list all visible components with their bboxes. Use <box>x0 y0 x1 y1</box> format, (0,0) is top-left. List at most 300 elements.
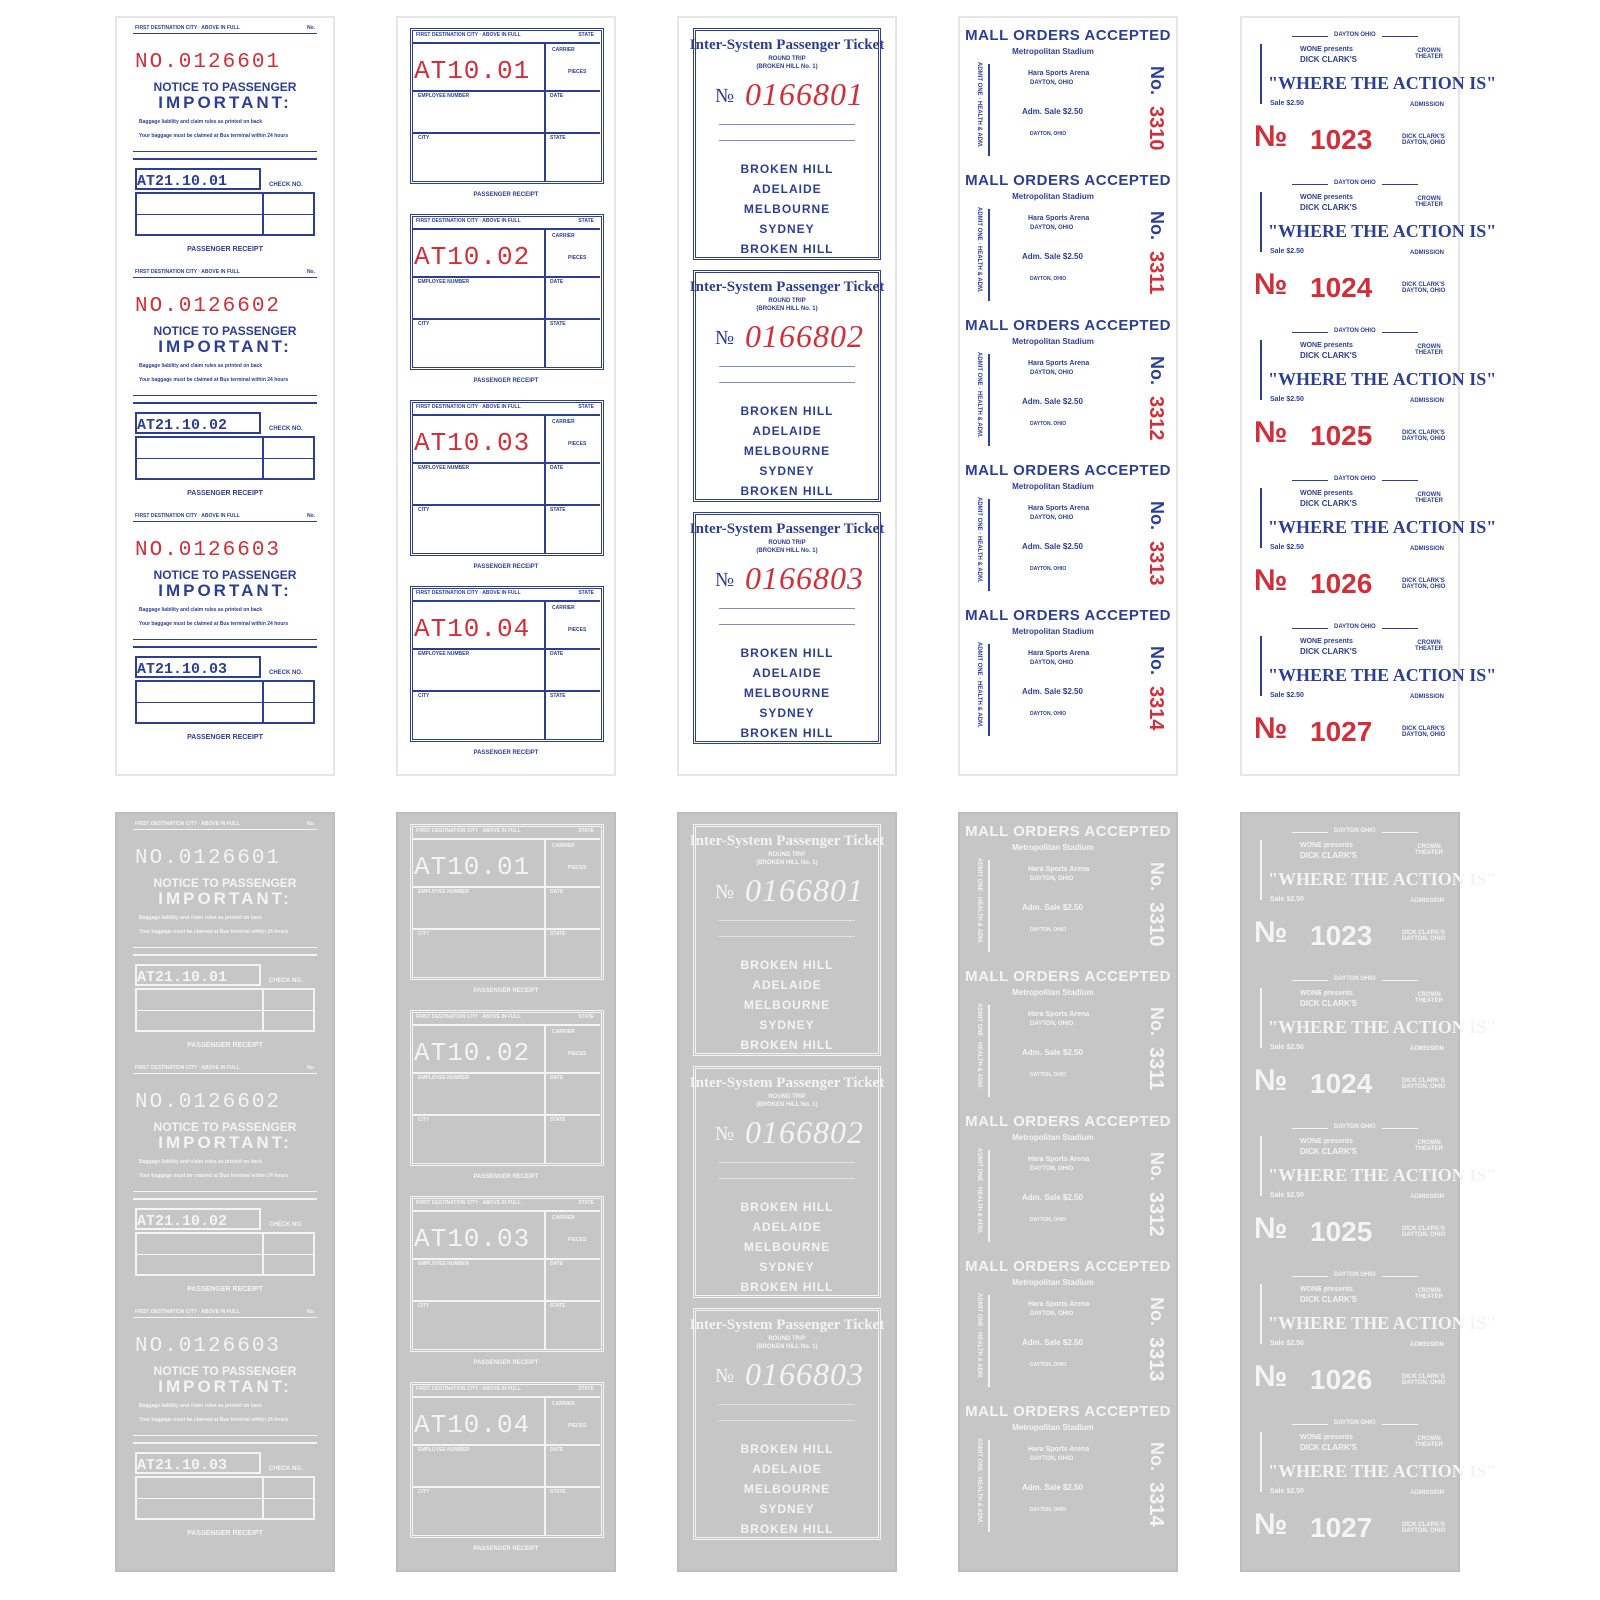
state-label: STATE <box>550 931 566 937</box>
admission-text: ADMISSION <box>1410 102 1445 108</box>
destination-city: MELBOURNE <box>743 998 831 1012</box>
presents-text: WONE presents <box>1300 990 1353 997</box>
important-label: IMPORTANT: <box>158 1133 292 1152</box>
ticket-header-state: STATE <box>578 590 594 596</box>
ticket-subtitle: ROUND TRIP <box>768 1094 806 1100</box>
presents-text: WONE presents <box>1300 342 1353 349</box>
date-label: DATE <box>550 889 564 895</box>
show-headline: "WHERE THE ACTION IS" <box>1268 1165 1497 1185</box>
admission-text: ADMISSION <box>1410 546 1445 552</box>
city-label: CITY <box>418 321 430 327</box>
divider <box>412 1300 600 1302</box>
notice-label: NOTICE TO PASSENGER <box>153 568 297 582</box>
number-label: № <box>715 1123 735 1145</box>
ticket-header-state: STATE <box>578 1014 594 1020</box>
ticket-top-line: DAYTON OHIO <box>1334 624 1376 630</box>
divider <box>135 702 315 703</box>
passenger-ticket <box>679 512 895 748</box>
number-label: No. <box>1147 66 1167 95</box>
number-label: № <box>1254 1212 1288 1245</box>
receipt-box <box>135 964 261 986</box>
divider <box>1292 332 1328 333</box>
ticket-heading: MALL ORDERS ACCEPTED <box>965 968 1171 985</box>
divider <box>1260 636 1262 696</box>
ticket-header-state: STATE <box>578 1200 594 1206</box>
receipt-number: AT21.10.03 <box>137 1457 228 1474</box>
ticket-top-line: DAYTON OHIO <box>1334 828 1376 834</box>
show-headline: "WHERE THE ACTION IS" <box>1268 869 1497 889</box>
carrier-label: CARRIER <box>552 843 575 849</box>
state-label: STATE <box>550 1489 566 1495</box>
ticket-title: Inter-System Passenger Ticket <box>689 1317 885 1333</box>
divider <box>1292 1128 1328 1129</box>
ticket-footer: DICK CLARK'S DAYTON, OHIO <box>1402 726 1446 738</box>
divider <box>544 600 546 740</box>
divider <box>1382 1128 1418 1129</box>
ticket-number: NO.0126602 <box>135 1091 282 1114</box>
divider <box>412 132 600 134</box>
receipt-number: AT21.10.01 <box>137 173 228 190</box>
show-headline: "WHERE THE ACTION IS" <box>1268 1017 1497 1037</box>
ticket-header-no: No. <box>306 1309 315 1315</box>
ticket-header-text: FIRST DESTINATION CITY · ABOVE IN FULL <box>416 1014 521 1020</box>
ticket-header-text: FIRST DESTINATION CITY · ABOVE IN FULL <box>416 828 521 834</box>
notice-bullet: Your baggage must be claimed at Bus terminal within 24 hours <box>139 621 289 627</box>
arena-name: Hara Sports Arena <box>1028 505 1090 512</box>
theater-name: CROWN THEATER <box>1415 844 1443 856</box>
notice-label: NOTICE TO PASSENGER <box>153 324 297 338</box>
price-text: Adm. Sale $2.50 <box>1022 252 1083 261</box>
baggage-ticket <box>117 514 333 754</box>
divider <box>1260 840 1262 900</box>
divider <box>133 646 317 648</box>
number-label: No. <box>1147 862 1167 891</box>
notice-bullet: Baggage liability and claim rules as printed on back <box>139 363 263 369</box>
fine-print: DAYTON, OHIO <box>1030 927 1067 933</box>
admission-text: ADMISSION <box>1410 1342 1445 1348</box>
ticket-top-line: DAYTON OHIO <box>1334 328 1376 334</box>
divider <box>988 1005 990 1097</box>
divider <box>412 228 600 230</box>
divider <box>1292 628 1328 629</box>
performer-name: DICK CLARK'S <box>1300 203 1358 212</box>
ticket-header-text: FIRST DESTINATION CITY · ABOVE IN FULL <box>135 821 240 827</box>
ticket-number: 1027 <box>1310 716 1373 747</box>
notice-bullet: Baggage liability and claim rules as printed on back <box>139 119 263 125</box>
ticket-heading: MALL ORDERS ACCEPTED <box>965 1258 1171 1275</box>
ticket-top-line: DAYTON OHIO <box>1334 32 1376 38</box>
pieces-label: PIECES <box>568 1237 587 1243</box>
at-ticket <box>398 400 614 582</box>
show-headline: "WHERE THE ACTION IS" <box>1268 1313 1497 1333</box>
dotted-line <box>719 1178 855 1179</box>
divider <box>1292 832 1328 833</box>
dotted-line <box>719 1162 855 1163</box>
divider <box>412 276 600 278</box>
ticket-top-line: DAYTON OHIO <box>1334 180 1376 186</box>
ticket-top-line: DAYTON OHIO <box>1334 976 1376 982</box>
show-ticket <box>1242 974 1497 1118</box>
pieces-label: PIECES <box>568 1423 587 1429</box>
divider <box>412 690 600 692</box>
destination-city: BROKEN HILL <box>740 1442 834 1456</box>
fine-print: DAYTON, OHIO <box>1030 1217 1067 1223</box>
notice-bullet: Your baggage must be claimed at Bus terminal within 24 hours <box>139 133 289 139</box>
ticket-subtitle: (BROKEN HILL No. 1) <box>756 1102 818 1108</box>
employee-label: EMPLOYEE NUMBER <box>418 1447 470 1453</box>
receipt-footer: PASSENGER RECEIPT <box>187 1042 263 1049</box>
fine-print: DAYTON, OHIO <box>1030 1072 1067 1078</box>
price-text: Sale $2.50 <box>1270 248 1304 255</box>
carrier-label: CARRIER <box>552 419 575 425</box>
notice-label: NOTICE TO PASSENGER <box>153 1120 297 1134</box>
number-label: No. <box>1147 646 1167 675</box>
carrier-label: CARRIER <box>552 1401 575 1407</box>
state-label: STATE <box>550 135 566 141</box>
divider <box>988 644 990 736</box>
divider <box>412 838 600 840</box>
ticket-number: 3313 <box>1145 541 1167 586</box>
receipt-footer: PASSENGER RECEIPT <box>473 1546 539 1552</box>
venue-name: Metropolitan Stadium <box>1012 843 1094 852</box>
baggage-ticket <box>117 1310 333 1550</box>
divider <box>1292 184 1328 185</box>
ticket-top-line: DAYTON OHIO <box>1334 476 1376 482</box>
performer-name: DICK CLARK'S <box>1300 351 1358 360</box>
theater-name: CROWN THEATER <box>1415 48 1443 60</box>
divider <box>133 402 317 404</box>
receipt-footer: PASSENGER RECEIPT <box>187 734 263 741</box>
ticket-side-text: ADMIT ONE · HEALTH & ADM. <box>976 62 982 148</box>
show-headline: "WHERE THE ACTION IS" <box>1268 1461 1497 1481</box>
carrier-label: CARRIER <box>552 1029 575 1035</box>
divider <box>133 521 317 522</box>
employee-label: EMPLOYEE NUMBER <box>418 1075 470 1081</box>
notice-bullet: Baggage liability and claim rules as printed on back <box>139 607 263 613</box>
divider <box>412 1444 600 1446</box>
number-label: № <box>1254 268 1288 301</box>
stadium-ticket <box>960 26 1176 168</box>
divider <box>133 395 317 396</box>
divider <box>1292 480 1328 481</box>
ticket-footer: DICK CLARK'S DAYTON, OHIO <box>1402 578 1446 590</box>
price-text: Sale $2.50 <box>1270 896 1304 903</box>
ticket-number: 1024 <box>1310 1068 1373 1099</box>
carrier-label: CARRIER <box>552 1215 575 1221</box>
venue-name: Metropolitan Stadium <box>1012 988 1094 997</box>
ticket-header-state: STATE <box>578 32 594 38</box>
ticket-header-text: FIRST DESTINATION CITY · ABOVE IN FULL <box>416 1200 521 1206</box>
ticket-header-text: FIRST DESTINATION CITY · ABOVE IN FULL <box>135 513 240 519</box>
carrier-label: CARRIER <box>552 233 575 239</box>
ticket-header-no: No. <box>306 513 315 519</box>
destination-city: SYDNEY <box>759 1502 815 1516</box>
show-ticket <box>1242 30 1497 174</box>
ticket-side-text: ADMIT ONE · HEALTH & ADM. <box>976 1003 982 1089</box>
ticket-footer: DICK CLARK'S DAYTON, OHIO <box>1402 1522 1446 1534</box>
number-label: № <box>1254 1064 1288 1097</box>
ticket-side-text: ADMIT ONE · HEALTH & ADM. <box>976 858 982 944</box>
arena-name: Hara Sports Arena <box>1028 1011 1090 1018</box>
check-label: CHECK NO. <box>269 426 303 432</box>
ticket-header-text: FIRST DESTINATION CITY · ABOVE IN FULL <box>416 404 521 410</box>
show-ticket <box>1242 178 1497 322</box>
ticket-title: Inter-System Passenger Ticket <box>689 833 885 849</box>
price-text: Adm. Sale $2.50 <box>1022 107 1083 116</box>
presents-text: WONE presents <box>1300 1434 1353 1441</box>
check-label: CHECK NO. <box>269 978 303 984</box>
city-label: CITY <box>418 507 430 513</box>
show-ticket <box>1242 826 1497 970</box>
divider <box>133 151 317 152</box>
destination-city: ADELAIDE <box>752 1462 822 1476</box>
city-name: DAYTON, OHIO <box>1030 515 1074 521</box>
price-text: Adm. Sale $2.50 <box>1022 903 1083 912</box>
performer-name: DICK CLARK'S <box>1300 647 1358 656</box>
divider <box>133 954 317 956</box>
divider <box>988 209 990 301</box>
divider <box>988 499 990 591</box>
show-ticket <box>1242 326 1497 470</box>
divider <box>1382 332 1418 333</box>
notice-bullet: Your baggage must be claimed at Bus terminal within 24 hours <box>139 929 289 935</box>
stadium-ticket <box>960 1112 1176 1254</box>
at-number: AT10.04 <box>414 614 531 644</box>
show-headline: "WHERE THE ACTION IS" <box>1268 517 1497 537</box>
divider <box>1292 36 1328 37</box>
divider <box>412 90 600 92</box>
divider <box>1382 628 1418 629</box>
price-text: Sale $2.50 <box>1270 544 1304 551</box>
destination-city: ADELAIDE <box>752 978 822 992</box>
divider <box>133 829 317 830</box>
ticket-title: Inter-System Passenger Ticket <box>689 1075 885 1091</box>
presents-text: WONE presents <box>1300 1286 1353 1293</box>
destination-city: BROKEN HILL <box>740 484 834 498</box>
fine-print: DAYTON, OHIO <box>1030 1362 1067 1368</box>
receipt-footer: PASSENGER RECEIPT <box>473 750 539 756</box>
presents-text: WONE presents <box>1300 1138 1353 1145</box>
divider <box>412 648 600 650</box>
fine-print: DAYTON, OHIO <box>1030 711 1067 717</box>
destination-city: MELBOURNE <box>743 202 831 216</box>
printed-strip-4 <box>958 16 1178 776</box>
ticket-side-text: ADMIT ONE · HEALTH & ADM. <box>976 1293 982 1379</box>
arena-name: Hara Sports Arena <box>1028 650 1090 657</box>
notice-bullet: Your baggage must be claimed at Bus terminal within 24 hours <box>139 1417 289 1423</box>
show-ticket <box>1242 1122 1497 1266</box>
city-label: CITY <box>418 931 430 937</box>
destination-city: SYDNEY <box>759 1018 815 1032</box>
check-label: CHECK NO. <box>269 182 303 188</box>
important-label: IMPORTANT: <box>158 337 292 356</box>
performer-name: DICK CLARK'S <box>1300 55 1358 64</box>
presents-text: WONE presents <box>1300 490 1353 497</box>
ticket-number: 3311 <box>1145 251 1167 295</box>
employee-label: EMPLOYEE NUMBER <box>418 1261 470 1267</box>
ticket-side-text: ADMIT ONE · HEALTH & ADM. <box>976 207 982 293</box>
silhouette-strip-5 <box>1240 812 1497 1572</box>
at-number: AT10.03 <box>414 428 531 458</box>
presents-text: WONE presents <box>1300 638 1353 645</box>
ticket-number: 0166803 <box>745 1356 864 1392</box>
divider <box>988 1150 990 1242</box>
destination-city: BROKEN HILL <box>740 404 834 418</box>
dotted-line <box>719 140 855 141</box>
divider <box>133 277 317 278</box>
ticket-subtitle: (BROKEN HILL No. 1) <box>756 860 818 866</box>
receipt-footer: PASSENGER RECEIPT <box>187 490 263 497</box>
pieces-label: PIECES <box>568 441 587 447</box>
divider <box>988 1295 990 1387</box>
city-name: DAYTON, OHIO <box>1030 876 1074 882</box>
arena-name: Hara Sports Arena <box>1028 866 1090 873</box>
number-label: No. <box>1147 211 1167 240</box>
receipt-box <box>135 1208 261 1230</box>
passenger-ticket <box>679 824 895 1060</box>
divider <box>544 1210 546 1350</box>
divider <box>988 64 990 156</box>
admission-text: ADMISSION <box>1410 250 1445 256</box>
number-label: № <box>1254 1360 1288 1393</box>
admission-text: ADMISSION <box>1410 898 1445 904</box>
theater-name: CROWN THEATER <box>1415 1436 1443 1448</box>
number-label: № <box>1254 120 1288 153</box>
at-ticket <box>398 1010 614 1192</box>
ticket-subtitle: (BROKEN HILL No. 1) <box>756 64 818 70</box>
divider <box>544 42 546 182</box>
admission-text: ADMISSION <box>1410 1194 1445 1200</box>
presents-text: WONE presents <box>1300 46 1353 53</box>
passenger-ticket <box>679 1308 895 1544</box>
destination-city: BROKEN HILL <box>740 242 834 256</box>
city-name: DAYTON, OHIO <box>1030 1456 1074 1462</box>
employee-label: EMPLOYEE NUMBER <box>418 279 470 285</box>
destination-city: ADELAIDE <box>752 1220 822 1234</box>
stadium-ticket <box>960 171 1176 313</box>
theater-name: CROWN THEATER <box>1415 992 1443 1004</box>
divider <box>544 1396 546 1536</box>
price-text: Adm. Sale $2.50 <box>1022 1048 1083 1057</box>
destination-city: BROKEN HILL <box>740 162 834 176</box>
ticket-top-line: DAYTON OHIO <box>1334 1272 1376 1278</box>
at-ticket <box>398 586 614 768</box>
silhouette-strip-3 <box>677 812 897 1572</box>
price-text: Adm. Sale $2.50 <box>1022 397 1083 406</box>
divider <box>1382 832 1418 833</box>
divider <box>1382 480 1418 481</box>
ticket-number: 3311 <box>1145 1047 1167 1091</box>
ticket-footer: DICK CLARK'S DAYTON, OHIO <box>1402 134 1446 146</box>
venue-name: Metropolitan Stadium <box>1012 1423 1094 1432</box>
ticket-subtitle: ROUND TRIP <box>768 852 806 858</box>
pieces-label: PIECES <box>568 865 587 871</box>
ticket-side-text: ADMIT ONE · HEALTH & ADM. <box>976 1438 982 1524</box>
arena-name: Hara Sports Arena <box>1028 1446 1090 1453</box>
divider <box>412 1024 600 1026</box>
number-label: № <box>715 569 735 591</box>
price-text: Sale $2.50 <box>1270 396 1304 403</box>
receipt-number: AT21.10.02 <box>137 417 228 434</box>
presents-text: WONE presents <box>1300 842 1353 849</box>
divider <box>544 414 546 554</box>
divider <box>544 1024 546 1164</box>
important-label: IMPORTANT: <box>158 889 292 908</box>
stadium-ticket <box>960 822 1176 964</box>
state-label: STATE <box>550 693 566 699</box>
ticket-side-text: ADMIT ONE · HEALTH & ADM. <box>976 352 982 438</box>
state-label: STATE <box>550 321 566 327</box>
date-label: DATE <box>550 1261 564 1267</box>
printed-strip-1 <box>115 16 335 776</box>
ticket-side-text: ADMIT ONE · HEALTH & ADM. <box>976 642 982 728</box>
ticket-number: 1025 <box>1310 1216 1373 1247</box>
divider <box>412 1486 600 1488</box>
divider <box>988 354 990 446</box>
ticket-number: 1026 <box>1310 568 1373 599</box>
ticket-number: 0166802 <box>745 1114 864 1150</box>
ticket-heading: MALL ORDERS ACCEPTED <box>965 607 1171 624</box>
check-label: CHECK NO. <box>269 1466 303 1472</box>
receipt-number: AT21.10.01 <box>137 969 228 986</box>
city-name: DAYTON, OHIO <box>1030 1021 1074 1027</box>
arena-name: Hara Sports Arena <box>1028 1301 1090 1308</box>
ticket-number: 1023 <box>1310 920 1373 951</box>
ticket-number: 0166802 <box>745 318 864 354</box>
dotted-line <box>719 382 855 383</box>
baggage-ticket <box>117 822 333 1062</box>
number-label: № <box>1254 564 1288 597</box>
divider <box>412 1396 600 1398</box>
destination-city: BROKEN HILL <box>740 958 834 972</box>
ticket-footer: DICK CLARK'S DAYTON, OHIO <box>1402 1226 1446 1238</box>
performer-name: DICK CLARK'S <box>1300 1443 1358 1452</box>
dotted-line <box>719 920 855 921</box>
divider <box>412 1210 600 1212</box>
divider <box>1382 36 1418 37</box>
at-ticket <box>398 824 614 1006</box>
state-label: STATE <box>550 507 566 513</box>
divider <box>412 600 600 602</box>
silhouette-strip-4 <box>958 812 1178 1572</box>
ticket-heading: MALL ORDERS ACCEPTED <box>965 317 1171 334</box>
ticket-heading: MALL ORDERS ACCEPTED <box>965 1403 1171 1420</box>
divider <box>133 1317 317 1318</box>
ticket-subtitle: ROUND TRIP <box>768 1336 806 1342</box>
ticket-footer: DICK CLARK'S DAYTON, OHIO <box>1402 1078 1446 1090</box>
ticket-subtitle: ROUND TRIP <box>768 540 806 546</box>
number-label: No. <box>1147 1297 1167 1326</box>
at-number: AT10.04 <box>414 1410 531 1440</box>
divider <box>135 1498 315 1499</box>
arena-name: Hara Sports Arena <box>1028 215 1090 222</box>
notice-bullet: Baggage liability and claim rules as printed on back <box>139 1159 263 1165</box>
at-number: AT10.01 <box>414 852 531 882</box>
ticket-heading: MALL ORDERS ACCEPTED <box>965 1113 1171 1130</box>
ticket-header-state: STATE <box>578 218 594 224</box>
ticket-header-text: FIRST DESTINATION CITY · ABOVE IN FULL <box>135 25 240 31</box>
divider <box>133 947 317 948</box>
ticket-header-text: FIRST DESTINATION CITY · ABOVE IN FULL <box>135 1309 240 1315</box>
theater-name: CROWN THEATER <box>1415 196 1443 208</box>
baggage-ticket <box>117 26 333 266</box>
at-number: AT10.03 <box>414 1224 531 1254</box>
fine-print: DAYTON, OHIO <box>1030 276 1067 282</box>
ticket-number: NO.0126603 <box>135 539 282 562</box>
at-ticket <box>398 1382 614 1564</box>
price-text: Sale $2.50 <box>1270 692 1304 699</box>
destination-city: SYDNEY <box>759 222 815 236</box>
